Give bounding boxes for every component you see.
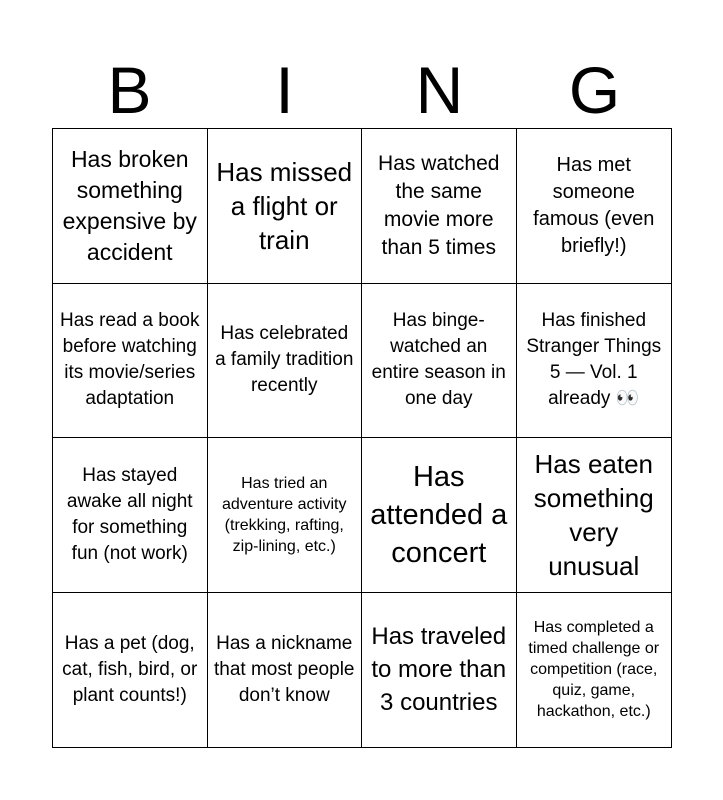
bingo-cell-text: Has celebrated a family tradition recently — [215, 323, 354, 397]
bingo-cell[interactable] — [53, 284, 208, 439]
bingo-cell-text: Has met someone famous (even briefly!) — [533, 153, 655, 257]
bingo-cell-text: Has completed a timed challenge or competition (race, quiz, game, hackathon, etc.) — [528, 619, 660, 721]
title-letter-g: G — [568, 53, 621, 127]
bingo-cell[interactable] — [517, 129, 672, 284]
title-letter-n: N — [415, 53, 464, 127]
bingo-cell-text: Has tried an adventure activity (trekking, rafting, zip-lining, etc.) — [221, 474, 347, 555]
title-letter-b: B — [107, 53, 152, 127]
bingo-cell-text: Has watched the same movie more than 5 times — [378, 151, 500, 259]
bingo-card-grid — [52, 128, 672, 748]
title-letter-i: I — [275, 53, 294, 127]
bingo-cell-text: Has finished Stranger Things 5 — Vol. 1 already 👀 — [526, 310, 662, 410]
bingo-cell[interactable] — [517, 438, 672, 593]
bingo-cell-text: Has stayed awake all night for something fun (not work) — [66, 464, 193, 564]
bingo-cell-text: Has binge-watched an entire season in one day — [371, 310, 506, 410]
bingo-cell[interactable] — [362, 593, 517, 748]
bingo-cell[interactable] — [517, 593, 672, 748]
bingo-cell[interactable] — [208, 129, 363, 284]
bingo-cell[interactable] — [362, 438, 517, 593]
bingo-cell[interactable] — [208, 284, 363, 439]
bingo-title — [52, 53, 672, 127]
bingo-cell[interactable] — [53, 438, 208, 593]
bingo-cell[interactable] — [208, 438, 363, 593]
bingo-cell-text: Has traveled to more than 3 countries — [371, 623, 507, 717]
bingo-cell-text: Has eaten something very unusual — [533, 448, 654, 581]
bingo-cell[interactable] — [53, 129, 208, 284]
bingo-cell-text: Has read a book before watching its movie/series adaptation — [60, 310, 200, 410]
bingo-cell-text: Has a pet (dog, cat, fish, bird, or plant counts!) — [62, 632, 198, 706]
bingo-cell[interactable] — [362, 284, 517, 439]
bingo-cell[interactable] — [53, 593, 208, 748]
bingo-cell[interactable] — [517, 284, 672, 439]
bingo-cell-text: Has attended a concert — [370, 460, 508, 569]
bingo-cell-text: Has broken something expensive by accident — [62, 145, 197, 265]
bingo-cell-text: Has a nickname that most people don’t know — [214, 632, 355, 706]
bingo-cell[interactable] — [208, 593, 363, 748]
bingo-cell-text: Has missed a flight or train — [216, 156, 353, 255]
bingo-cell[interactable] — [362, 129, 517, 284]
